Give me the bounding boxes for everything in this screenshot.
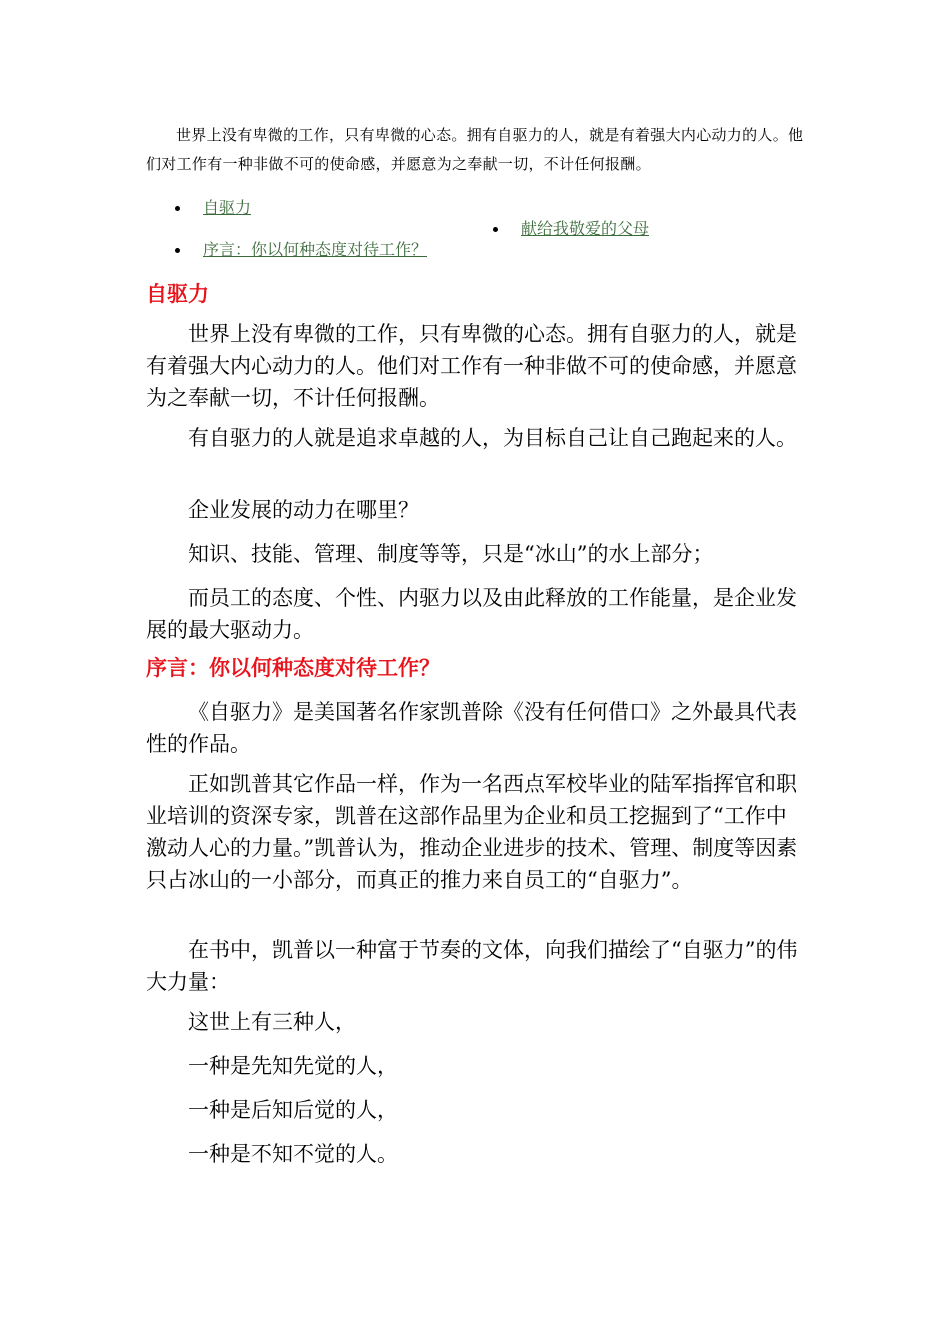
body-paragraph: 《自驱力》是美国著名作家凯普除《没有任何借口》之外最具代表性的作品。 [146,700,797,756]
body-paragraph: 一种是后知后觉的人， [188,1098,398,1122]
body-paragraph: 一种是不知不觉的人。 [188,1142,398,1166]
toc-list-right [521,219,649,239]
intro-paragraph: 世界上没有卑微的工作，只有卑微的心态。拥有自驱力的人，就是有着强大内心动力的人。他们对工作有一种非做不可的使命感，并愿意为之奉献一切，不计任何报酬。 [146,126,804,173]
body-paragraph: 正如凯普其它作品一样，作为一名西点军校毕业的陆军指挥官和职业培训的资深专家，凯普在这部作品里为企业和员工挖掘到了“工作中激动人心的力量。”凯普认为，推动企业进步的技术、管理、制度等因素只占冰山的一小部分，而真正的推力来自员工的“自驱力”。 [146,772,798,892]
toc-item[interactable] [521,219,649,239]
toc-link-zi-qu-li[interactable]: 自驱力 [203,198,252,217]
toc-list-left [203,198,427,282]
toc-link-preface[interactable]: 序言：你以何种态度对待工作？ [203,240,428,259]
section-heading-preface: 序言：你以何种态度对待工作？ [146,656,440,680]
toc-item[interactable] [203,198,427,218]
body-paragraph: 这世上有三种人， [188,1010,356,1034]
body-paragraph: 一种是先知先觉的人， [188,1054,398,1078]
body-paragraph: 在书中，凯普以一种富于节奏的文体，向我们描绘了“自驱力”的伟大力量： [146,938,798,994]
toc-link-dedication[interactable]: 献给我敬爱的父母 [521,219,650,238]
section-heading-zi-qu-li: 自驱力 [146,282,209,306]
body-paragraph: 知识、技能、管理、制度等等，只是“冰山”的水上部分； [188,542,714,566]
body-paragraph: 世界上没有卑微的工作，只有卑微的心态。拥有自驱力的人，就是有着强大内心动力的人。他们对工作有一种非做不可的使命感，并愿意为之奉献一切，不计任何报酬。 [146,322,797,410]
toc-item[interactable] [203,240,427,260]
body-paragraph: 而员工的态度、个性、内驱力以及由此释放的工作能量，是企业发展的最大驱动力。 [146,586,797,642]
body-paragraph: 企业发展的动力在哪里？ [188,498,419,522]
body-paragraph: 有自驱力的人就是追求卓越的人，为目标自己让自己跑起来的人。 [188,426,797,450]
